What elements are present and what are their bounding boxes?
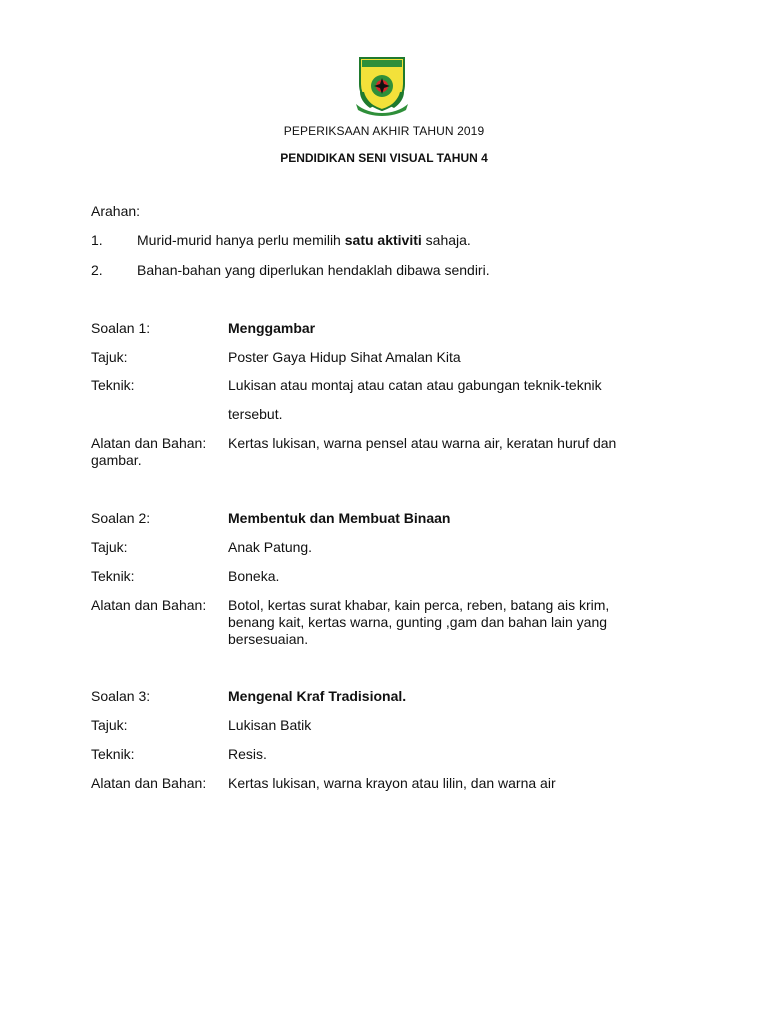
question-title: Mengenal Kraf Tradisional.	[228, 688, 407, 704]
question-label: Soalan 1:	[91, 320, 151, 336]
bahan-value: Botol, kertas surat khabar, kain perca, reben, batang ais krim,	[228, 597, 610, 613]
tajuk-value: Anak Patung.	[228, 539, 313, 555]
tajuk-value: Poster Gaya Hidup Sihat Amalan Kita	[228, 349, 461, 365]
bahan-value-continued: bersesuaian.	[228, 631, 309, 647]
bahan-value: Kertas lukisan, warna pensel atau warna air, keratan huruf dan	[228, 435, 617, 451]
tajuk-label: Tajuk:	[91, 349, 128, 365]
instruction-text: Murid-murid hanya perlu memilih satu aktiviti sahaja.	[137, 232, 471, 248]
bahan-value-continued: benang kait, kertas warna, gunting ,gam dan bahan lain yang	[228, 614, 608, 630]
teknik-value: Resis.	[228, 746, 267, 762]
instruction-emphasis: satu aktiviti	[344, 232, 422, 248]
instructions-heading: Arahan:	[91, 203, 141, 219]
subject-title: PENDIDIKAN SENI VISUAL TAHUN 4	[280, 151, 488, 165]
school-crest-icon	[352, 54, 412, 116]
tajuk-label: Tajuk:	[91, 539, 128, 555]
bahan-label: Alatan dan Bahan:	[91, 775, 207, 791]
instruction-number: 1.	[91, 232, 103, 248]
teknik-value-continued: tersebut.	[228, 406, 283, 422]
teknik-label: Teknik:	[91, 568, 135, 584]
question-label: Soalan 2:	[91, 510, 151, 526]
instruction-number: 2.	[91, 262, 103, 278]
instruction-text: Bahan-bahan yang diperlukan hendaklah dibawa sendiri.	[137, 262, 490, 278]
tajuk-label: Tajuk:	[91, 717, 128, 733]
teknik-label: Teknik:	[91, 377, 135, 393]
teknik-value: Lukisan atau montaj atau catan atau gabungan teknik-teknik	[228, 377, 602, 393]
question-label: Soalan 3:	[91, 688, 151, 704]
bahan-value-continued: gambar.	[91, 452, 142, 468]
question-title: Membentuk dan Membuat Binaan	[228, 510, 451, 526]
bahan-label: Alatan dan Bahan:	[91, 435, 207, 451]
teknik-value: Boneka.	[228, 568, 280, 584]
question-title: Menggambar	[228, 320, 316, 336]
bahan-value: Kertas lukisan, warna krayon atau lilin, dan warna air	[228, 775, 556, 791]
tajuk-value: Lukisan Batik	[228, 717, 312, 733]
teknik-label: Teknik:	[91, 746, 135, 762]
exam-title: PEPERIKSAAN AKHIR TAHUN 2019	[283, 124, 485, 138]
bahan-label: Alatan dan Bahan:	[91, 597, 207, 613]
